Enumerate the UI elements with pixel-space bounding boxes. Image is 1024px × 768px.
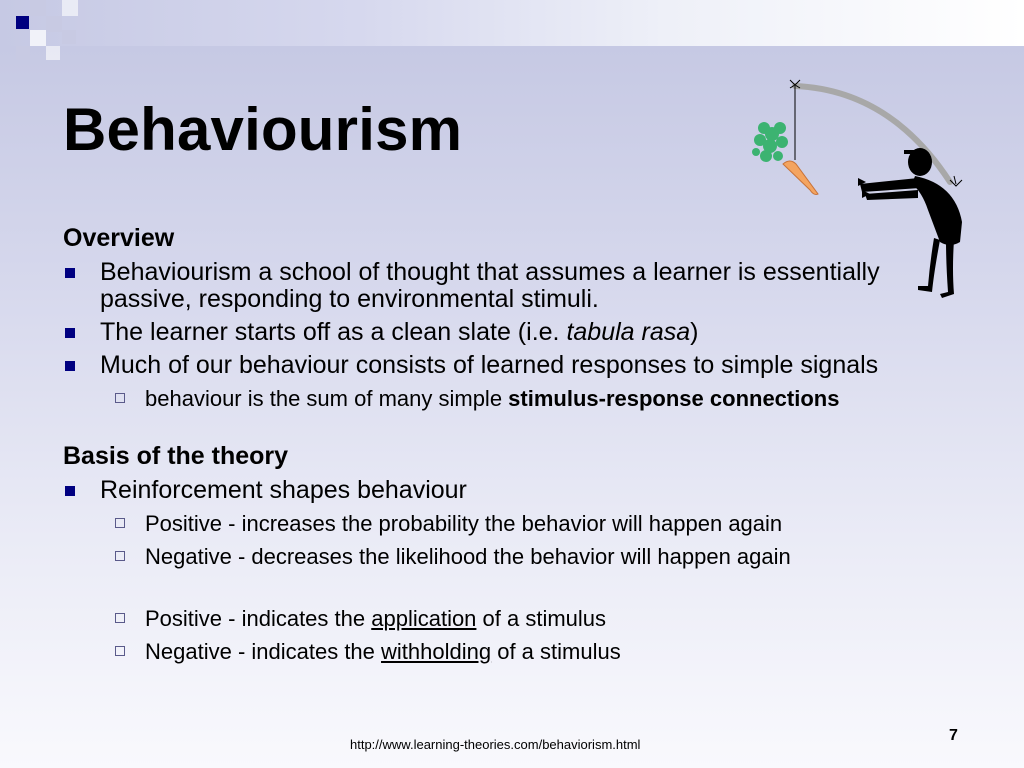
sub-bullet-item (63, 639, 963, 665)
overview-heading: Overview (63, 224, 175, 252)
slide-title: Behaviourism (63, 96, 463, 163)
sub-bullet-prefix: Negative - indicates the (145, 639, 382, 664)
header-band (0, 0, 1024, 46)
hollow-square-bullet-icon (115, 551, 125, 561)
sub-bullet-text: Positive - increases the probability the behavior will happen again (145, 511, 783, 536)
page-number: 7 (949, 727, 958, 744)
sub-bullet-bold: stimulus-response connections (508, 386, 840, 411)
bullet-item (63, 259, 963, 313)
sub-bullet-item (63, 544, 963, 570)
square-bullet-icon (65, 361, 75, 371)
sub-bullet-item (63, 386, 963, 412)
bullet-text-italic: tabula rasa (566, 318, 691, 346)
sub-bullet-underline: withholding (381, 639, 492, 664)
hollow-square-bullet-icon (115, 613, 125, 623)
square-bullet-icon (65, 486, 75, 496)
sub-bullet-item (63, 606, 963, 632)
sub-bullet-prefix: behaviour is the sum of many simple (145, 386, 509, 411)
slide-content (63, 223, 963, 665)
sub-bullet-suffix: of a stimulus (491, 639, 621, 664)
sub-bullet-prefix: Positive - indicates the (145, 606, 372, 631)
sub-bullet-underline: application (371, 606, 477, 631)
bullet-text: Behaviourism a school of thought that assumes a learner is essentially passive, responding to environmental stimuli. (100, 258, 880, 313)
sub-bullet-item (63, 511, 963, 537)
footer-url: http://www.learning-theories.com/behaviorism.html (350, 737, 641, 752)
bullet-text-prefix: The learner starts off as a clean slate (i.e. (100, 318, 567, 346)
square-bullet-icon (65, 328, 75, 338)
bullet-text: Much of our behaviour consists of learned responses to simple signals (100, 351, 879, 379)
bullet-text: Reinforcement shapes behaviour (100, 476, 467, 504)
hollow-square-bullet-icon (115, 646, 125, 656)
bullet-item (63, 477, 963, 504)
basis-heading: Basis of the theory (63, 442, 289, 470)
square-bullet-icon (65, 268, 75, 278)
sub-bullet-text: Negative - decreases the likelihood the behavior will happen again (145, 544, 791, 569)
hollow-square-bullet-icon (115, 518, 125, 528)
bullet-text-suffix: ) (690, 318, 699, 346)
sub-bullet-suffix: of a stimulus (476, 606, 607, 631)
bullet-item (63, 319, 963, 346)
bullet-item (63, 352, 963, 379)
hollow-square-bullet-icon (115, 393, 125, 403)
